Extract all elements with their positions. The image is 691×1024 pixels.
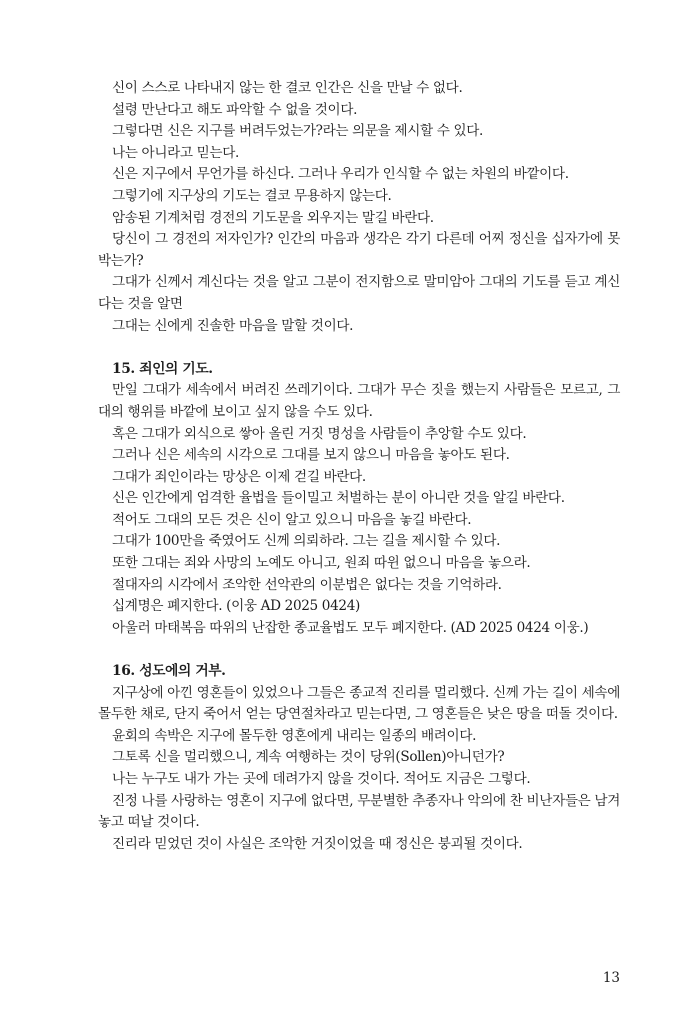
paragraph: 나는 누구도 내가 가는 곳에 데려가지 않을 것이다. 적어도 지금은 그렇다. [112,771,531,787]
paragraph: 그렇기에 지구상의 기도는 결코 무용하지 않는다. [112,187,392,204]
paragraph: 또한 그대는 죄와 사망의 노예도 아니고, 원죄 따윈 없으니 마음을 놓으라. [112,555,531,572]
paragraph: 그대가 100만을 죽였어도 신께 의뢰하라. 그는 길을 제시할 수 있다. [112,533,501,550]
section-16-body [98,683,620,856]
paragraph: 그토록 신을 멀리했으니, 계속 여행하는 것이 당위(Sollen)아니던가? [112,749,505,766]
paragraph: 암송된 기계처럼 경전의 기도문을 외우지는 말길 바란다. [112,209,434,226]
paragraph: 만일 그대가 세속에서 버려진 쓰레기이다. 그대가 무슨 짓을 했는지 사람들은 모르고, 그대의 행위를 바깥에 보이고 싶지 않을 수도 있다. [98,382,620,420]
section-15-body [98,380,620,639]
section-heading-16: 16. 성도에의 거부. [112,663,226,680]
paragraph: 진리라 믿었던 것이 사실은 조악한 거짓이었을 때 정신은 붕괴될 것이다. [112,835,523,852]
paragraph: 윤회의 속박은 지구에 몰두한 영혼에게 내리는 일종의 배려이다. [112,727,477,744]
paragraph: 신은 인간에게 엄격한 율법을 들이밀고 처벌하는 분이 아니란 것을 알길 바란다. [112,490,565,507]
paragraph: 십계명은 폐지한다. (이웅 AD 2025 0424) [112,598,360,615]
paragraph: 지구상에 아낀 영혼들이 있었으나 그들은 종교적 진리를 멀리했다. 신께 가는 길이 세속에 몰두한 채로, 단지 죽어서 얻는 당연절차라고 믿는다면, 그 영혼들은 낮은 땅을 떠돌 것이다. [98,684,620,723]
paragraph: 절대자의 시각에서 조악한 선악관의 이분법은 없다는 것을 기억하라. [112,576,502,593]
page-number: 13 [602,970,620,986]
intro-block [98,78,620,337]
paragraph: 신은 지구에서 무언가를 하신다. 그러나 우리가 인식할 수 없는 차원의 바깥이다. [112,166,569,183]
paragraph: 그대는 신에게 진솔한 마음을 말할 것이다. [112,317,354,334]
paragraph: 그대가 신께서 계신다는 것을 알고 그분이 전지함으로 말미암아 그대의 기도를 듣고 계신다는 것을 알면 [98,274,620,312]
paragraph: 그렇다면 신은 지구를 버려두었는가?라는 의문을 제시할 수 있다. [112,123,484,140]
paragraph: 그대가 죄인이라는 망상은 이제 걷길 바란다. [112,468,366,485]
paragraph: 나는 아니라고 믿는다. [112,144,239,161]
section-heading-15: 15. 죄인의 기도. [112,360,213,377]
paragraph: 당신이 그 경전의 저자인가? 인간의 마음과 생각은 각기 다른데 어찌 정신을 십자가에 못 박는가? [98,231,620,269]
paragraph: 혹은 그대가 외식으로 쌓아 올린 거짓 명성을 사람들이 추앙할 수도 있다. [112,425,527,442]
page-body [98,78,620,855]
paragraph: 신이 스스로 나타내지 않는 한 결코 인간은 신을 만날 수 없다. [112,80,463,96]
paragraph: 아울러 마태복음 따위의 난잡한 종교율법도 모두 폐지한다. (AD 2025 0424 이웅.) [112,619,589,636]
paragraph: 적어도 그대의 모든 것은 신이 알고 있으니 마음을 놓길 바란다. [112,511,472,528]
paragraph: 진정 나를 사랑하는 영혼이 지구에 없다면, 무분별한 추종자나 악의에 찬 비난자들은 남겨놓고 떠날 것이다. [98,792,620,831]
paragraph: 설령 만난다고 해도 파악할 수 없을 것이다. [112,101,358,118]
paragraph: 그러나 신은 세속의 시각으로 그대를 보지 않으니 마음을 놓아도 된다. [112,447,510,464]
